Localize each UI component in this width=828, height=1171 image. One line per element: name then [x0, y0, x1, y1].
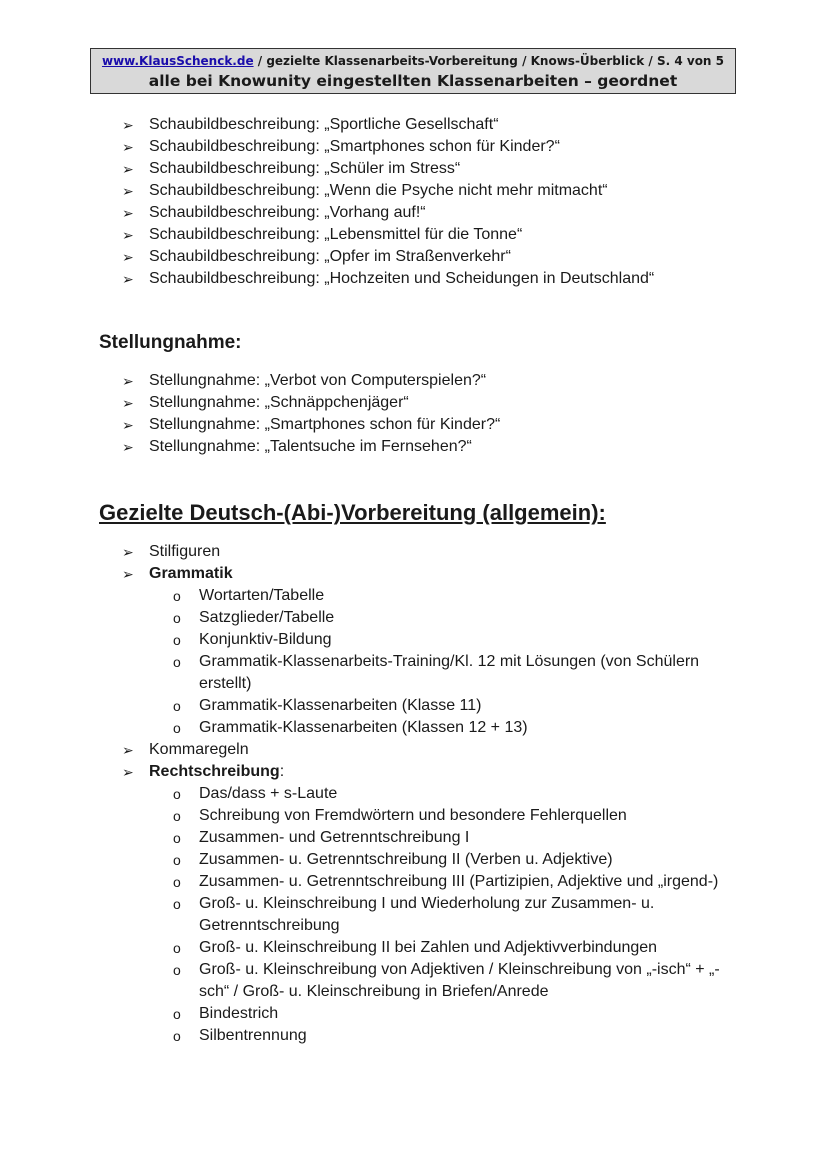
circle-bullet-icon: o: [173, 896, 181, 912]
arrow-bullet-icon: ➢: [122, 439, 134, 455]
list-item: ➢ Schaubildbeschreibung: „Schüler im Stress“: [0, 158, 654, 180]
arrow-bullet-icon: ➢: [122, 205, 134, 221]
header-breadcrumb: / gezielte Klassenarbeits-Vorbereitung / Knows-Überblick / S. 4 von 5: [253, 54, 725, 68]
header-title: alle bei Knowunity eingestellten Klassenarbeiten – geordnet: [148, 72, 678, 90]
page-header: [90, 48, 736, 94]
circle-bullet-icon: o: [173, 698, 181, 714]
arrow-bullet-icon: ➢: [122, 742, 134, 758]
sub-list-item: o Satzglieder/Tabelle: [0, 607, 739, 629]
circle-bullet-icon: o: [173, 940, 181, 956]
arrow-bullet-icon: ➢: [122, 161, 134, 177]
list-item: ➢ Stellungnahme: „Verbot von Computerspielen?“: [0, 370, 500, 392]
list-item: ➢ Schaubildbeschreibung: „Smartphones schon für Kinder?“: [0, 136, 654, 158]
sub-list-item: o Wortarten/Tabelle: [0, 585, 739, 607]
arrow-bullet-icon: ➢: [122, 139, 134, 155]
sub-list-item: o Groß- u. Kleinschreibung von Adjektiven / Kleinschreibung von „-isch“ + „-sch“ / Groß- u. Kleinschreibung in Briefen/Anrede: [173, 961, 720, 1000]
deutsch-heading: Gezielte Deutsch-(Abi-)Vorbereitung (allgemein):: [99, 500, 606, 525]
arrow-bullet-icon: ➢: [122, 227, 134, 243]
list-item: ➢ Stellungnahme: „Talentsuche im Fernsehen?“: [0, 436, 500, 458]
site-link[interactable]: www.KlausSchenck.de: [101, 54, 254, 68]
list-item: ➢ Kommaregeln: [0, 739, 739, 761]
list-item: ➢ Schaubildbeschreibung: „Opfer im Straßenverkehr“: [0, 246, 654, 268]
sub-list-item: o Groß- u. Kleinschreibung I und Wiederholung zur Zusammen- u. Getrenntschreibung: [173, 895, 655, 934]
schaubild-list: [0, 114, 654, 290]
circle-bullet-icon: o: [173, 1028, 181, 1044]
circle-bullet-icon: o: [173, 588, 181, 604]
arrow-bullet-icon: ➢: [122, 544, 134, 560]
stellungnahme-heading: Stellungnahme:: [99, 332, 242, 353]
sub-list-item: o Das/dass + s-Laute: [0, 783, 739, 805]
arrow-bullet-icon: ➢: [122, 117, 134, 133]
circle-bullet-icon: o: [173, 610, 181, 626]
circle-bullet-icon: o: [173, 1006, 181, 1022]
circle-bullet-icon: o: [173, 654, 181, 670]
circle-bullet-icon: o: [173, 830, 181, 846]
stellungnahme-list: [0, 370, 500, 458]
sub-list-item: o Silbentrennung: [0, 1025, 739, 1047]
arrow-bullet-icon: ➢: [122, 183, 134, 199]
list-item: ➢ Schaubildbeschreibung: „Hochzeiten und Scheidungen in Deutschland“: [0, 268, 654, 290]
list-item: ➢ Schaubildbeschreibung: „Sportliche Gesellschaft“: [0, 114, 654, 136]
circle-bullet-icon: o: [173, 852, 181, 868]
circle-bullet-icon: o: [173, 808, 181, 824]
list-item: ➢ Stilfiguren: [0, 541, 739, 563]
list-item: ➢ Grammatik: [0, 563, 739, 585]
list-item: ➢ Schaubildbeschreibung: „Lebensmittel für die Tonne“: [0, 224, 654, 246]
sub-list-item: o Schreibung von Fremdwörtern und besondere Fehlerquellen: [0, 805, 739, 827]
sub-list-item: o Grammatik-Klassenarbeits-Training/Kl. 12 mit Lösungen (von Schülern erstellt): [173, 653, 700, 692]
arrow-bullet-icon: ➢: [122, 249, 134, 265]
header-line-1: [91, 53, 735, 69]
circle-bullet-icon: o: [173, 962, 181, 978]
circle-bullet-icon: o: [173, 720, 181, 736]
sub-list-item: o Bindestrich: [0, 1003, 739, 1025]
list-item: ➢ Stellungnahme: „Schnäppchenjäger“: [0, 392, 500, 414]
list-item: ➢ Schaubildbeschreibung: „Vorhang auf!“: [0, 202, 654, 224]
sub-list-item: o Zusammen- u. Getrenntschreibung II (Verben u. Adjektive): [0, 849, 739, 871]
circle-bullet-icon: o: [173, 786, 181, 802]
sub-list-item: o Grammatik-Klassenarbeiten (Klasse 11): [0, 695, 739, 717]
circle-bullet-icon: o: [173, 874, 181, 890]
list-item: ➢ Rechtschreibung:: [0, 761, 739, 783]
arrow-bullet-icon: ➢: [122, 395, 134, 411]
list-item: ➢ Schaubildbeschreibung: „Wenn die Psyche nicht mehr mitmacht“: [0, 180, 654, 202]
deutsch-list: [0, 541, 739, 1047]
list-item: ➢ Stellungnahme: „Smartphones schon für Kinder?“: [0, 414, 500, 436]
arrow-bullet-icon: ➢: [122, 566, 134, 582]
sub-list-item: o Groß- u. Kleinschreibung II bei Zahlen und Adjektivverbindungen: [0, 937, 739, 959]
sub-list-item: o Zusammen- u. Getrenntschreibung III (Partizipien, Adjektive und „irgend-): [0, 871, 739, 893]
arrow-bullet-icon: ➢: [122, 417, 134, 433]
arrow-bullet-icon: ➢: [122, 764, 134, 780]
arrow-bullet-icon: ➢: [122, 271, 134, 287]
arrow-bullet-icon: ➢: [122, 373, 134, 389]
circle-bullet-icon: o: [173, 632, 181, 648]
sub-list-item: o Konjunktiv-Bildung: [0, 629, 739, 651]
sub-list-item: o Zusammen- und Getrenntschreibung I: [0, 827, 739, 849]
sub-list-item: o Grammatik-Klassenarbeiten (Klassen 12 + 13): [0, 717, 739, 739]
